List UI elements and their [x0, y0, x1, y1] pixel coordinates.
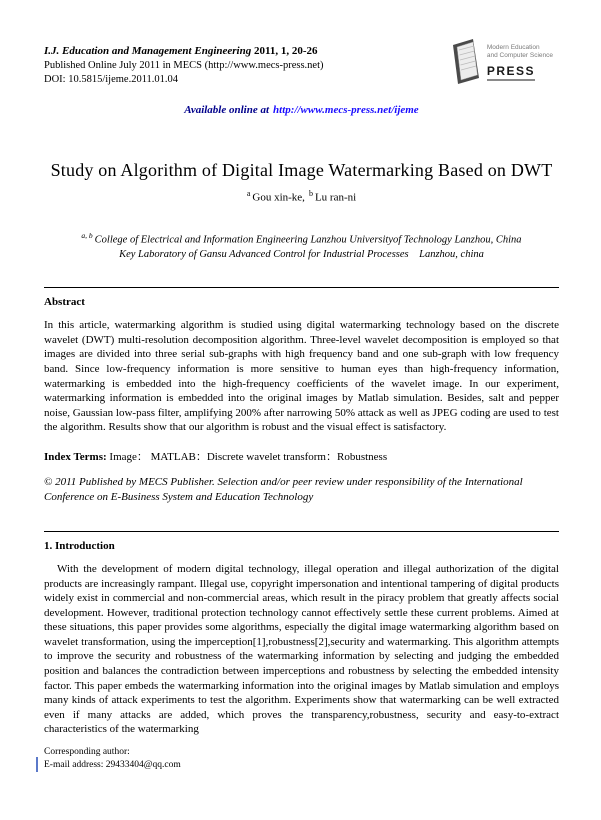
author-2-superscript: b	[308, 189, 313, 198]
copyright-notice: © 2011 Published by MECS Publisher. Selection and/or peer review under responsibility of the International Conference on E-Business System and Education Technology	[44, 475, 523, 504]
press-book-icon	[448, 36, 482, 88]
author-1-name: Gou xin-ke,	[252, 191, 305, 204]
author-1-superscript: a	[246, 189, 251, 198]
doi-line: DOI: 10.5815/ijeme.2011.01.04	[44, 74, 179, 85]
journal-issue: 2011, 1, 20-26	[253, 45, 318, 57]
journal-citation	[44, 44, 324, 59]
affiliation-line-2: Key Laboratory of Gansu Advanced Control for Industrial Processes Lanzhou, china	[119, 249, 484, 261]
abstract-top-divider	[44, 287, 559, 288]
corresponding-author-note	[44, 746, 559, 771]
abstract-heading: Abstract	[44, 296, 85, 309]
affiliation-line-1-text: College of Electrical and Information Engineering Lanzhou Universityof Technology Lanzhou, China	[94, 234, 522, 246]
journal-name: I.J. Education and Management Engineering	[44, 45, 252, 57]
journal-url-link[interactable]: http://www.mecs-press.net/ijeme	[273, 104, 419, 116]
affiliation-block	[44, 228, 559, 263]
affiliation-superscript: a, b	[81, 230, 93, 240]
logo-press-label: PRESS	[487, 64, 535, 81]
abstract-body: In this article, watermarking algorithm is studied using digital watermarking technology based on the discrete wavelet (DWT) multi-resolution decomposition algorithm. Three-level wavelet decomposition is employed so that images are divided into three serial sub-graphs with high frequency band and one sub-graph with low frequency band. Since low-frequency information is more sensitive to human eyes than high-frequency information, watermarking is embedded into the high-frequency coefficients of the wavelet image. In our experiment, watermarking information is embedded into the original images by Matlab simulation. Besides, salt and pepper noise, Gaussian low-pass filter, amplifying 200% after narrowing 50% attack as well as JPEG coding are used to test the algorithm. Results show that our algorithm is robust and the visual effect is satisfactory.	[44, 319, 559, 434]
introduction-top-divider	[44, 531, 559, 532]
logo-tagline-line2: and Computer Science	[486, 52, 553, 59]
index-terms-label: Index Terms:	[44, 450, 107, 463]
mecs-press-logo	[448, 36, 553, 88]
author-2-name: Lu ran-ni	[314, 191, 357, 204]
introduction-heading: 1. Introduction	[44, 539, 115, 552]
index-terms-value: Image： MATLAB：Discrete wavelet transform：Robustness	[109, 450, 388, 463]
published-online-line: Published Online July 2011 in MECS (http://www.mecs-press.net)	[44, 59, 324, 71]
email-line: E-mail address: 29433404@qq.com	[44, 759, 181, 770]
authors-line	[44, 189, 559, 204]
available-online-line	[44, 104, 559, 116]
press-logo-text	[487, 36, 553, 81]
paper-title: Study on Algorithm of Digital Image Watermarking Based on DWT	[50, 160, 553, 180]
corresponding-author-label: Corresponding author:	[44, 747, 130, 758]
introduction-body: With the development of modern digital technology, illegal operation and illegal authorization of the digital products are increasingly rampant. Illegal use, copyright impersonation and intentional tampering of digital products widely exist in commercial and non-commercial areas, which result in the piracy problem that greatly affects social development. However, traditional protection technology cannot effectively settle these current problems. Aimed at these situations, this paper provides some algorithms, especially the digital image watermarking algorithm based on wavelet transformation, using the imperception[1],robustness[2],security and watermarking. This algorithm attempts to improve the security and robustness of the watermarking information by selecting and judging the embedded position and balances the contradiction between imperceptions and robustness by selecting the embedded intensity factor. This paper embeds the watermarking information into the original images by Matlab simulation and employs many kinds of attack experiments to test the algorithm. Experiments show that watermarking can be well extracted even if many attacks are added, which proves the transparency,robustness, security and easy-to-extract characteristics of the watermarking	[44, 562, 559, 736]
available-online-prefix: Available online at	[184, 104, 270, 116]
index-terms-line	[44, 448, 559, 464]
journal-masthead	[44, 44, 559, 88]
logo-tagline-line1: Modern Education	[486, 44, 540, 51]
affiliation-line-1	[44, 228, 559, 248]
text-cursor	[36, 757, 38, 772]
masthead-text-block	[44, 44, 324, 88]
